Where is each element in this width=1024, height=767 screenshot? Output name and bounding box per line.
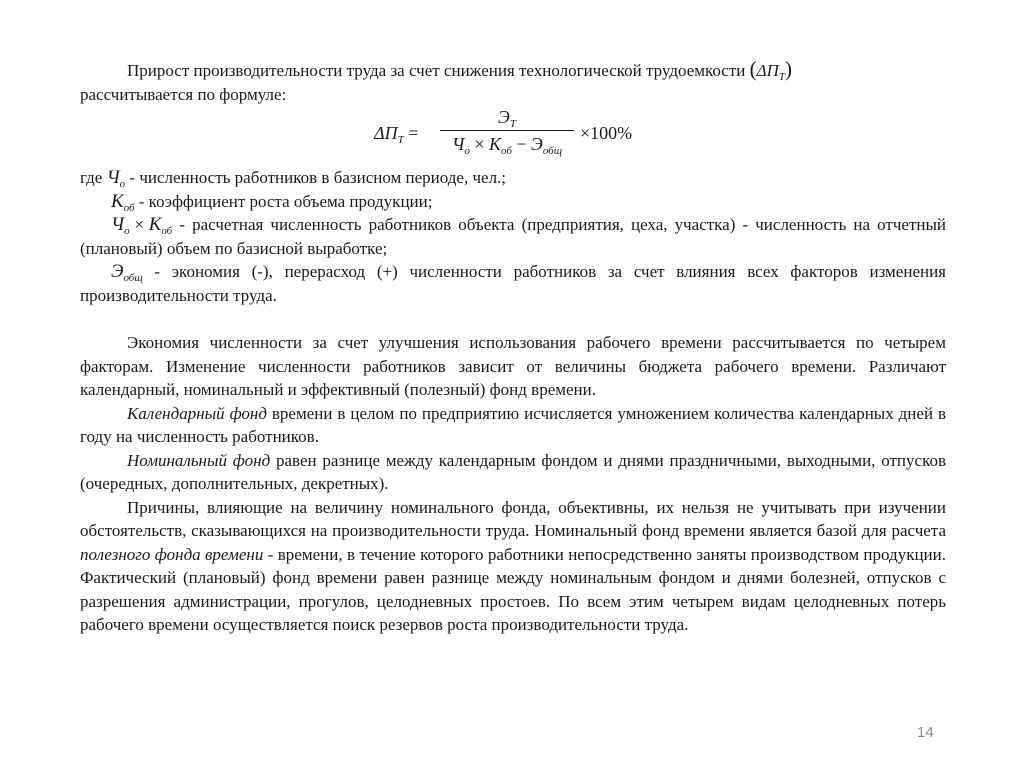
intro-symbol: ΔП bbox=[756, 61, 779, 80]
paragraph-3: Номинальный фонд равен разнице между календарным фондом и днями праздничными, выходными, отпусков (очередных, дополнительных, декретных). bbox=[80, 450, 946, 493]
paragraph-1: Экономия численности за счет улучшения использования рабочего времени рассчитывается по четырем факторам. Изменение численности работников зависит от величины бюджета рабочего времени. Различают календарный, номинальный и эффективный (полезный) фонд времени. bbox=[80, 333, 946, 399]
paragraph-4: Причины, влияющие на величину номинального фонда, объективны, их нельзя не учитывать при изучении обстоятельств, сказывающихся на производительности труда. Номинальный фонд времени является базой для расчета полезного фонда времени - времени, в течение которого работники непосредственно заняты производством продукции. Фактический (плановый) фонд времени равен разнице между номинальным фондом и днями болезней, отпусков с разрешения администрации, прогулов, целодневных простоев. По всем этим четырем видам целодневных потерь рабочего времени осуществляется поиск резервов роста производительности труда. bbox=[80, 497, 946, 634]
definition-2: $К_{об}$ - коэффициент роста объема продукции; bbox=[111, 190, 433, 214]
term-nominal-fund: Номинальный фонд bbox=[127, 450, 271, 470]
intro-paragraph: Прирост производительности труда за счет снижения технологической трудоемкости $(\Delta П_Т)$ bbox=[127, 57, 793, 83]
definition-3: $Ч_о \times К_{об}$ - расчетная численность работников объекта (предприятия, цеха, участка) - численность на отчетный (плановый) объем по базисной выработке; bbox=[80, 214, 947, 258]
formula-denominator: $Ч_о \times К_{об} - Э_{общ}$ bbox=[451, 134, 563, 157]
definition-4: $Э_{общ}$ - экономия (-), перерасход (+) численности работников за счет влияния всех факторов изменения производительности труда. bbox=[80, 261, 946, 305]
intro-text-2: рассчитывается по формуле: bbox=[80, 84, 287, 104]
formula-numerator: $Э_Т$ bbox=[498, 107, 516, 130]
term-calendar-fund: Календарный фонд bbox=[127, 403, 267, 423]
definitions bbox=[80, 166, 946, 307]
formula-lhs: $\Delta П_Т$ = bbox=[374, 123, 419, 146]
document-page bbox=[80, 57, 947, 634]
definition-1: где $Ч_о$ - численность работников в базисном периоде, чел.; bbox=[80, 167, 507, 190]
intro-symbol-sub: Т bbox=[778, 71, 786, 83]
main-text bbox=[80, 166, 946, 637]
page-number: 14 bbox=[917, 724, 934, 741]
formula bbox=[374, 105, 674, 161]
formula-fraction bbox=[436, 105, 578, 157]
formula-rhs: ×100% bbox=[580, 123, 633, 143]
intro-paragraph-line2 bbox=[80, 83, 946, 107]
term-useful-fund: полезного фонда времени bbox=[80, 544, 264, 564]
intro-text: Прирост производительности труда за счет снижения технологической трудоемкости bbox=[127, 61, 746, 80]
paragraph-2: Календарный фонд времени в целом по предприятию исчисляется умножением количества календарных дней в году на численность работников. bbox=[80, 403, 947, 446]
